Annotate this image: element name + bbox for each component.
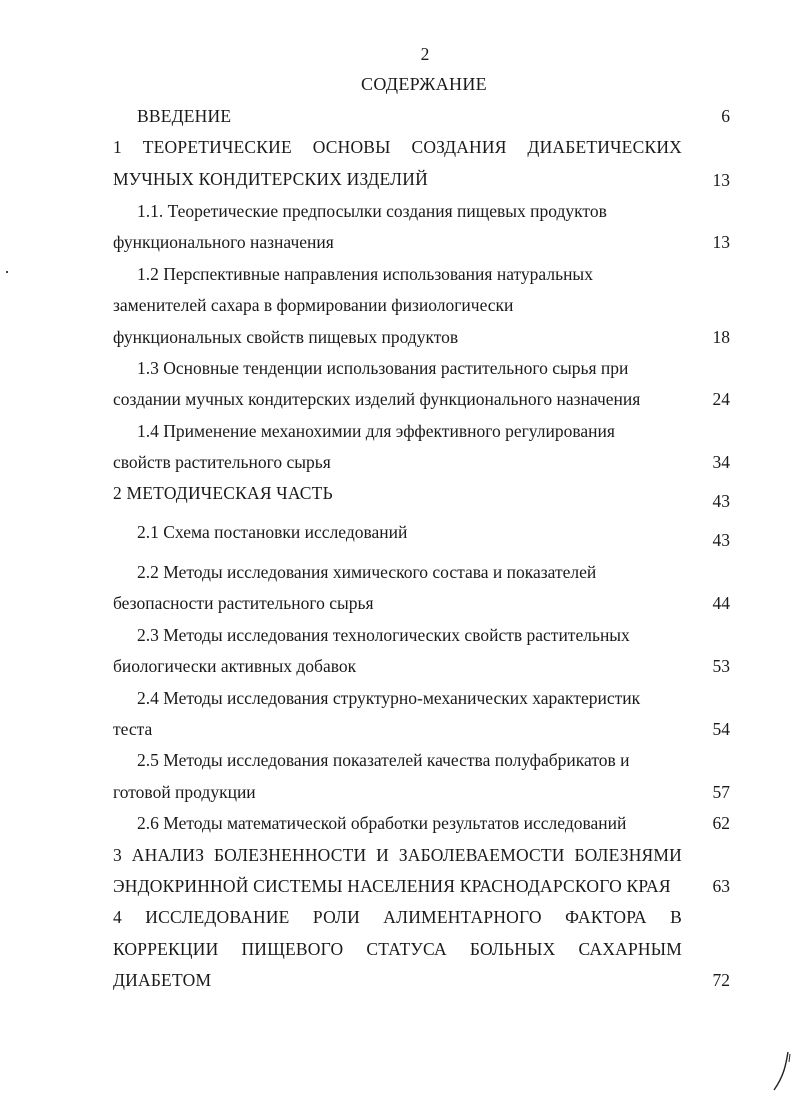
toc-s24-line1: 2.4 Методы исследования структурно-механических характеристик (137, 688, 641, 708)
toc-s12-page: 18 (712, 327, 730, 347)
toc-ch2-page: 43 (712, 491, 730, 511)
toc-ch1-page: 13 (712, 170, 730, 190)
toc-s22-page: 44 (712, 593, 730, 613)
toc-ch3-line2: ЭНДОКРИННОЙ СИСТЕМЫ НАСЕЛЕНИЯ КРАСНОДАРСКОГО КРАЯ (113, 876, 671, 896)
toc-s12-line3: функциональных свойств пищевых продуктов (113, 327, 459, 347)
toc-s26-page: 62 (712, 813, 730, 833)
toc-ch2-text: 2 МЕТОДИЧЕСКАЯ ЧАСТЬ (113, 483, 333, 503)
toc-intro-text: ВВЕДЕНИЕ (137, 106, 232, 126)
toc-s13-line2: создании мучных кондитерских изделий функционального назначения (113, 389, 641, 409)
toc-s22-line2: безопасности растительного сырья (113, 593, 374, 613)
toc-intro-page: 6 (721, 106, 730, 126)
toc-s23-line1: 2.3 Методы исследования технологических свойств растительных (137, 625, 630, 645)
toc-s11-line2: функционального назначения (113, 232, 334, 252)
toc-s25-line1: 2.5 Методы исследования показателей качества полуфабрикатов и (137, 750, 630, 770)
toc-s12-line1: 1.2 Перспективные направления использования натуральных (137, 264, 593, 284)
toc-ch4-line2: КОРРЕКЦИИ ПИЩЕВОГО СТАТУСА БОЛЬНЫХ САХАРНЫМ (113, 939, 682, 959)
toc-s21-text: 2.1 Схема постановки исследований (137, 522, 408, 542)
toc-s23-page: 53 (712, 656, 730, 676)
toc-ch1-line1: 1 ТЕОРЕТИЧЕСКИЕ ОСНОВЫ СОЗДАНИЯ ДИАБЕТИЧЕСКИХ (113, 137, 682, 157)
toc-s25-page: 57 (712, 782, 730, 802)
toc-s11-page: 13 (712, 232, 730, 252)
page-title: СОДЕРЖАНИЕ (361, 74, 487, 94)
toc-s24-line2: теста (113, 719, 153, 739)
toc-ch1-line2: МУЧНЫХ КОНДИТЕРСКИХ ИЗДЕЛИЙ (113, 169, 428, 189)
toc-s11-line1: 1.1. Теоретические предпосылки создания пищевых продуктов (137, 201, 607, 221)
toc-ch4-line3: ДИАБЕТОМ (113, 970, 212, 990)
toc-s12-line2: заменителей сахара в формировании физиологически (113, 295, 514, 315)
toc-s25-line2: готовой продукции (113, 782, 256, 802)
toc-ch4-line1: 4 ИССЛЕДОВАНИЕ РОЛИ АЛИМЕНТАРНОГО ФАКТОРА В (113, 907, 682, 927)
toc-s22-line1: 2.2 Методы исследования химического состава и показателей (137, 562, 597, 582)
toc-ch4-page: 72 (712, 970, 730, 990)
toc-s23-line2: биологически активных добавок (113, 656, 357, 676)
toc-s13-line1: 1.3 Основные тенденции использования растительного сырья при (137, 358, 629, 378)
pen-stroke-mark (770, 1050, 792, 1093)
scan-speck (6, 271, 8, 273)
toc-ch3-line1: 3 АНАЛИЗ БОЛЕЗНЕННОСТИ И ЗАБОЛЕВАЕМОСТИ БОЛЕЗНЯМИ (113, 845, 682, 865)
toc-s26-text: 2.6 Методы математической обработки результатов исследований (137, 813, 627, 833)
toc-ch3-page: 63 (712, 876, 730, 896)
toc-s14-line2: свойств растительного сырья (113, 452, 331, 472)
toc-s13-page: 24 (712, 389, 730, 409)
toc-s14-page: 34 (712, 452, 730, 472)
toc-s14-line1: 1.4 Применение механохимии для эффективного регулирования (137, 421, 615, 441)
toc-s24-page: 54 (712, 719, 730, 739)
page-number: 2 (420, 44, 430, 64)
toc-s21-page: 43 (712, 530, 730, 550)
